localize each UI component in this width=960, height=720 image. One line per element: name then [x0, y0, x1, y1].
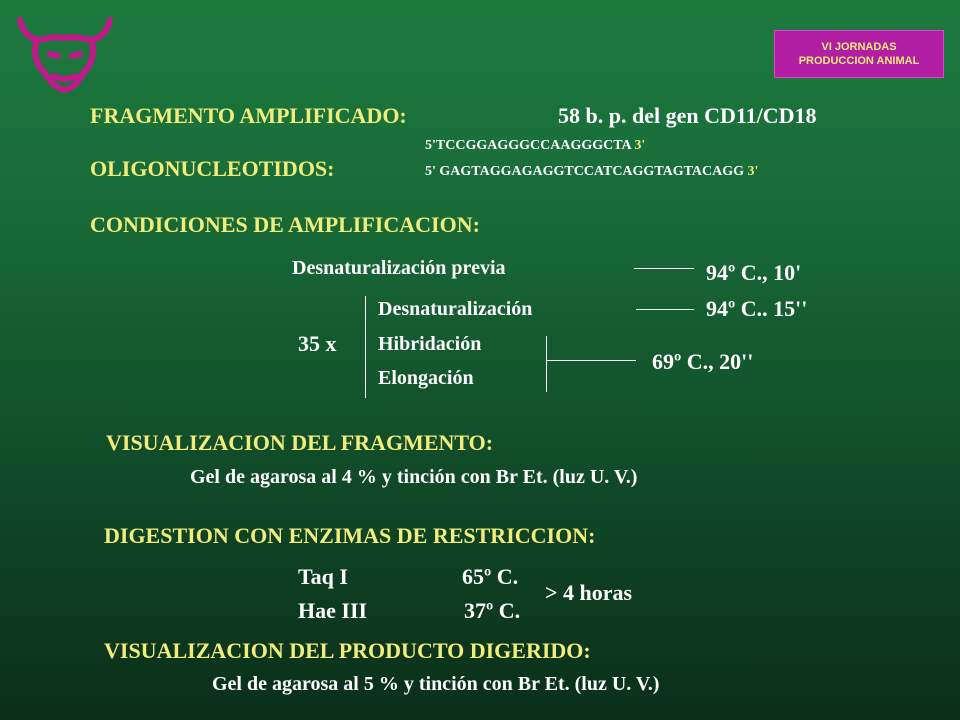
oligo-sequence-1 — [425, 138, 645, 154]
conditions-heading: CONDICIONES DE AMPLIFICACION: — [90, 212, 480, 237]
digestion-heading: DIGESTION CON ENZIMAS DE RESTRICCION: — [104, 523, 596, 548]
visualization-text: Gel de agarosa al 4 % y tinción con Br Et. (luz U. V.) — [190, 466, 638, 488]
oligo-1-suffix: 3' — [634, 138, 646, 153]
hibrid-elong-bracket — [546, 336, 547, 392]
enzyme-2-name: Hae III — [298, 598, 368, 623]
badge-line-1: VI JORNADAS — [821, 41, 897, 53]
enzyme-1-name: Taq I — [298, 564, 348, 589]
enzyme-1-temp: 65º C. — [462, 564, 519, 589]
oligos-heading: OLIGONUCLEOTIDOS: — [90, 156, 335, 181]
digested-text: Gel de agarosa al 5 % y tinción con Br Et. (luz U. V.) — [212, 673, 660, 695]
fragment-value: 58 b. p. del gen CD11/CD18 — [558, 103, 817, 128]
badge-line-2: PRODUCCION ANIMAL — [798, 55, 920, 67]
digested-heading: VISUALIZACION DEL PRODUCTO DIGERIDO: — [104, 638, 591, 663]
previa-value: 94º C., 10' — [706, 260, 802, 285]
visualization-heading: VISUALIZACION DEL FRAGMENTO: — [106, 430, 494, 455]
previa-connector — [634, 268, 694, 269]
oligo-2-suffix: 3' — [747, 164, 759, 179]
fragment-heading: FRAGMENTO AMPLIFICADO: — [90, 103, 407, 128]
oligo-2-prefix: 5' — [425, 164, 436, 179]
oligo-sequence-2 — [425, 164, 758, 180]
event-badge — [774, 30, 944, 78]
enzyme-2-temp: 37º C. — [464, 598, 521, 623]
oligo-1-prefix: 5' — [425, 138, 436, 153]
previa-label: Desnaturalización previa — [292, 257, 506, 279]
desnat-label: Desnaturalización — [378, 298, 533, 320]
desnat-connector — [636, 309, 694, 310]
bull-head-logo — [14, 10, 114, 98]
cycle-bracket — [365, 296, 366, 398]
elong-label: Elongación — [378, 367, 474, 389]
hibrid-elong-connector — [546, 360, 636, 361]
oligo-1-seq: TCCGGAGGGCCAAGGGCTA — [435, 138, 631, 153]
hibrid-label: Hibridación — [378, 333, 482, 355]
cycles-label: 35 x — [298, 331, 337, 356]
desnat-value: 94º C.. 15'' — [706, 296, 808, 321]
hibrid-elong-value: 69º C., 20'' — [652, 349, 754, 374]
digestion-duration: > 4 horas — [545, 580, 633, 605]
oligo-2-seq: GAGTAGGAGAGGTCCATCAGGTAGTACAGG — [439, 164, 745, 179]
